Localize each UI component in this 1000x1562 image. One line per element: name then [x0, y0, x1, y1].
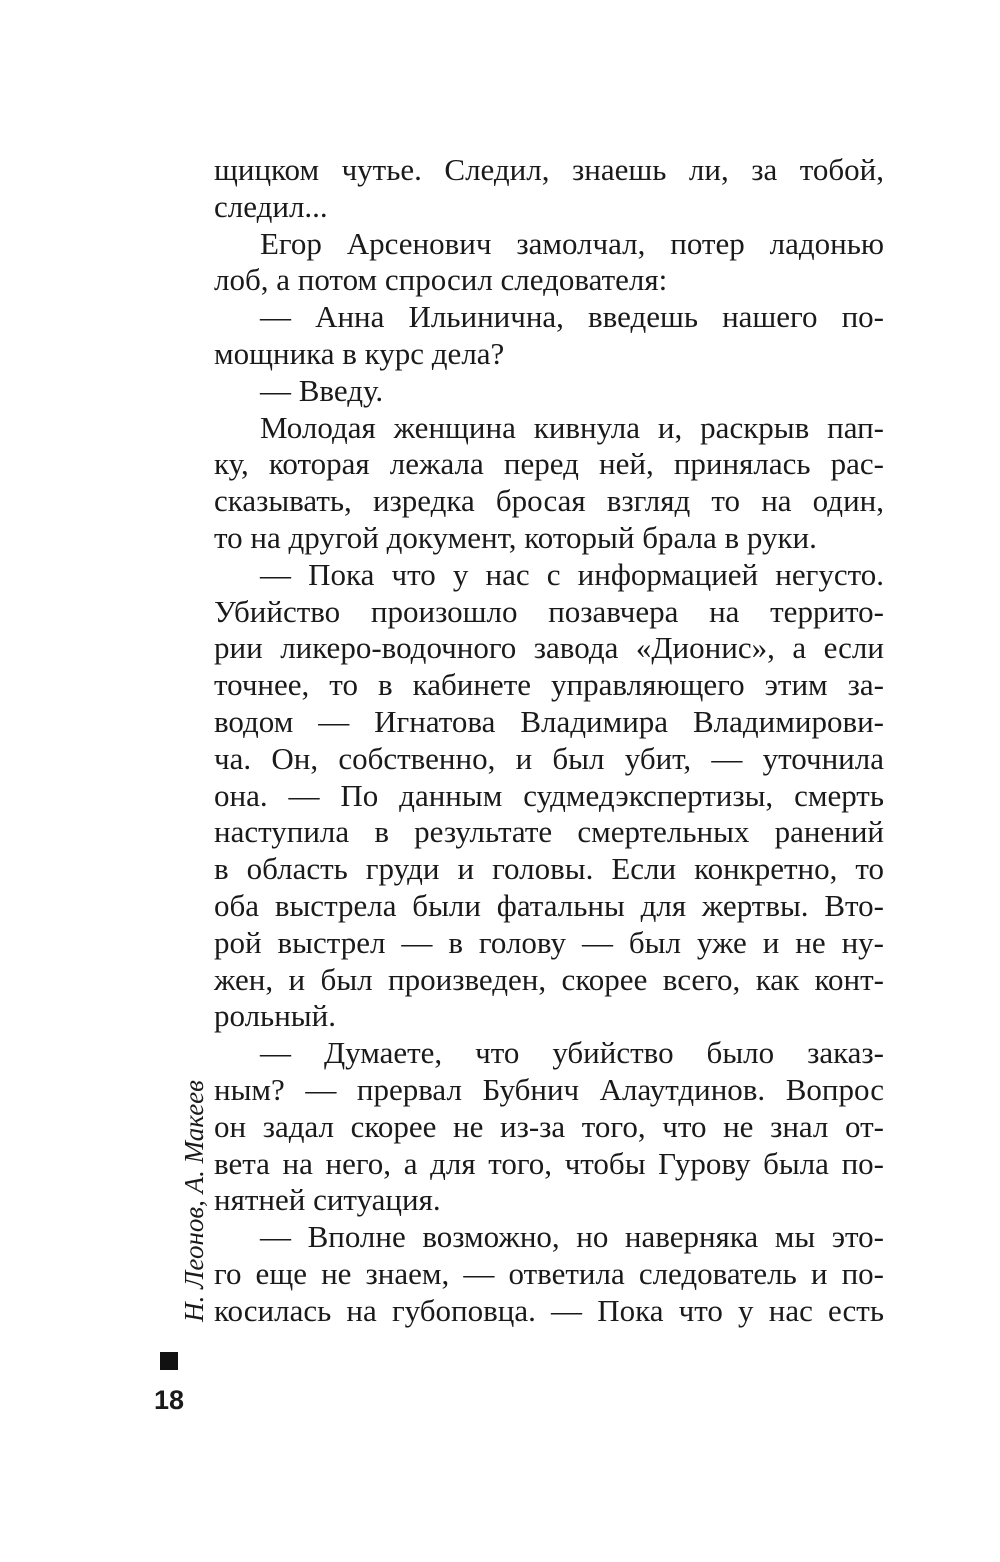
text-line: Молодая женщина кивнула и, раскрыв пап-: [260, 409, 884, 445]
running-head-text: Н. Леонов, А. Макеев: [179, 1080, 209, 1322]
page-marker-square: [160, 1352, 178, 1370]
text-line: го еще не знаем, — ответила следователь и по-: [214, 1255, 884, 1291]
text-line: косилась на губоповца. — Пока что у нас есть: [214, 1292, 884, 1328]
text-line: — Думаете, что убийство было заказ-: [260, 1035, 884, 1071]
text-line: точнее, то в кабинете управляющего этим за-: [214, 667, 884, 703]
text-line: лоб, а потом спросил следователя:: [214, 262, 668, 298]
text-line: наступила в результате смертельных ранений: [214, 814, 884, 850]
text-line: нятней ситуация.: [214, 1182, 441, 1218]
text-line: он задал скорее не из-за того, что не знал от-: [214, 1108, 884, 1144]
text-line: жен, и был произведен, скорее всего, как конт-: [214, 961, 884, 997]
text-line: Убийство произошло позавчера на террито-: [214, 593, 884, 629]
text-line: то на другой документ, который брала в руки.: [214, 519, 817, 555]
text-line: вета на него, а для того, чтобы Гурову была по-: [214, 1145, 884, 1181]
body-text: [214, 152, 884, 1330]
text-line: — Пока что у нас с информацией негусто.: [260, 556, 884, 592]
text-line: ча. Он, собственно, и был убит, — уточнила: [214, 740, 884, 776]
text-line: водом — Игнатова Владимира Владимирови-: [214, 703, 884, 739]
page-number: 18: [154, 1385, 185, 1415]
text-line: следил...: [214, 188, 328, 224]
text-line: — Введу.: [260, 372, 384, 408]
running-head: [178, 1057, 210, 1345]
text-line: ным? — прервал Бубнич Алаутдинов. Вопрос: [214, 1071, 884, 1107]
text-line: оба выстрела были фатальны для жертвы. Вто-: [214, 887, 884, 923]
text-line: сказывать, изредка бросая взгляд то на один,: [214, 483, 884, 519]
text-line: щицком чутье. Следил, знаешь ли, за тобой,: [214, 152, 884, 187]
text-line: ку, которая лежала перед ней, принялась рас-: [214, 446, 884, 482]
text-line: Егор Арсенович замолчал, потер ладонью: [260, 225, 884, 261]
text-line: рольный.: [214, 998, 336, 1034]
text-line: она. — По данным судмедэкспертизы, смерть: [214, 777, 884, 813]
text-line: рой выстрел — в голову — был уже и не ну-: [214, 924, 884, 960]
text-line: в область груди и головы. Если конкретно, то: [214, 851, 884, 887]
text-line: — Вполне возможно, но наверняка мы это-: [260, 1219, 884, 1255]
text-line: мощника в курс дела?: [214, 335, 505, 371]
text-line: — Анна Ильинична, введешь нашего по-: [260, 299, 884, 335]
text-line: рии ликеро-водочного завода «Дионис», а если: [214, 630, 884, 666]
